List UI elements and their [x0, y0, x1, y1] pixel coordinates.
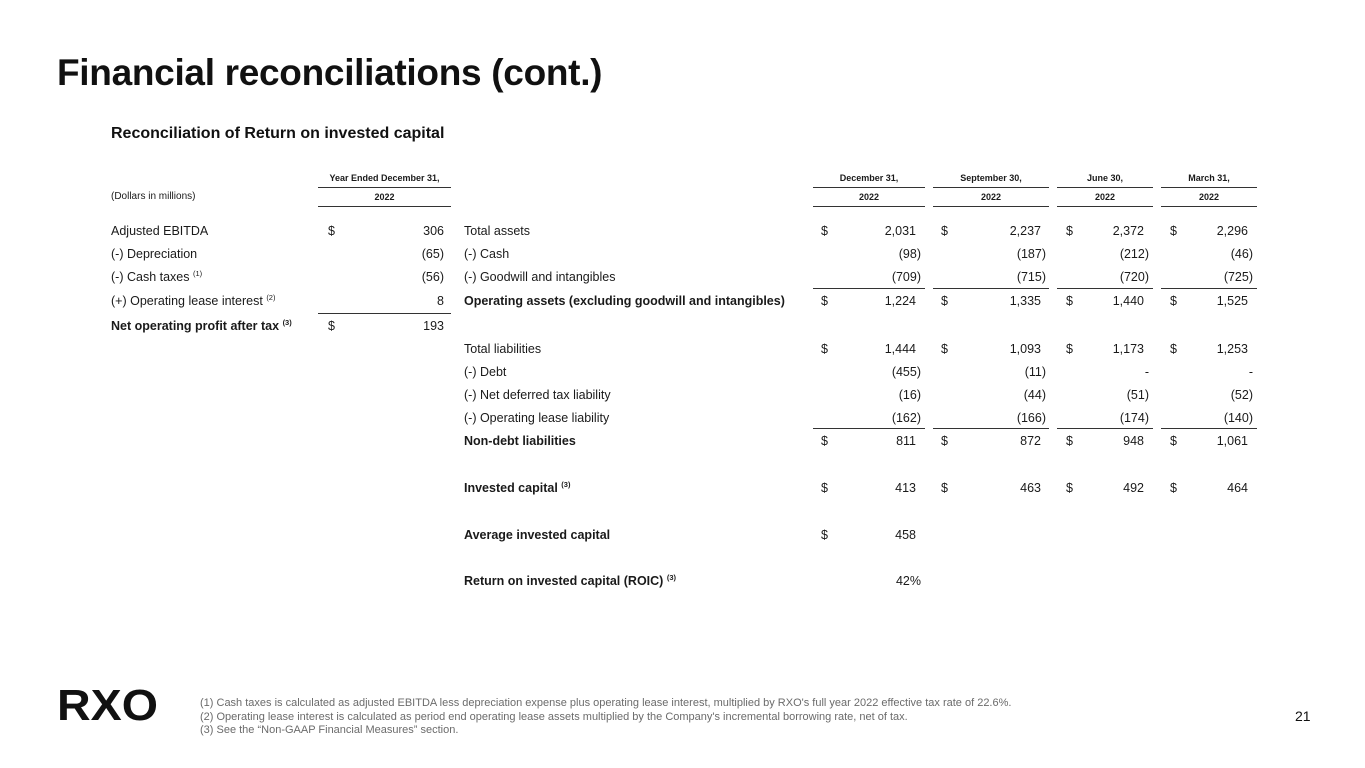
- dollar-sign: $: [821, 224, 828, 238]
- col-header-year: 2022: [980, 192, 1002, 202]
- col-header-year: 2022: [1094, 192, 1116, 202]
- footnote-ref: (3): [561, 480, 571, 489]
- subtotal-rule: [813, 288, 925, 289]
- row-label: [464, 365, 506, 379]
- col-header-year: 2022: [858, 192, 880, 202]
- dollar-sign: $: [328, 224, 335, 238]
- dollar-sign: $: [1066, 434, 1073, 448]
- row-value: (56): [421, 270, 444, 284]
- dollar-sign: $: [821, 294, 828, 308]
- left-header-divider: [318, 187, 451, 188]
- row-label: [111, 270, 202, 284]
- col-header-divider: [813, 187, 925, 188]
- dollar-sign: $: [1170, 481, 1177, 495]
- col-header-divider: [933, 206, 1049, 207]
- cell-value: 464: [1227, 481, 1248, 495]
- row-label-text: (-) Net deferred tax liability: [464, 388, 611, 402]
- logo-text: RXO: [57, 684, 158, 724]
- col-header-divider: [1161, 206, 1257, 207]
- footnotes: [200, 697, 1011, 738]
- dollar-sign: $: [941, 294, 948, 308]
- row-label: [464, 411, 609, 425]
- row-label: [464, 270, 615, 284]
- footnote: (3) See the “Non-GAAP Financial Measures” section.: [200, 724, 459, 736]
- col-header-period: September 30,: [960, 173, 1022, 183]
- row-label-text: Net operating profit after tax: [111, 319, 280, 333]
- row-label-text: Adjusted EBITDA: [111, 224, 209, 238]
- dollar-sign: $: [1170, 434, 1177, 448]
- cell-value: -: [1248, 365, 1253, 379]
- dollar-sign: $: [941, 342, 948, 356]
- dollar-sign: $: [941, 481, 948, 495]
- units-label: (Dollars in millions): [111, 191, 196, 202]
- row-value: 8: [437, 294, 444, 308]
- cell-value: 872: [1020, 434, 1041, 448]
- cell-value: (715): [1016, 270, 1046, 284]
- row-label: [464, 528, 610, 542]
- col-header-period: June 30,: [1086, 173, 1124, 183]
- col-header-divider: [1057, 206, 1153, 207]
- cell-value: 2,031: [884, 224, 916, 238]
- cell-value: (212): [1119, 247, 1149, 261]
- subtotal-rule: [318, 313, 451, 314]
- row-label-text: (-) Debt: [464, 365, 507, 379]
- row-value: (65): [421, 247, 444, 261]
- row-label: [464, 342, 541, 356]
- col-header-period: December 31,: [839, 173, 899, 183]
- cell-value: (98): [898, 247, 921, 261]
- dollar-sign: $: [821, 434, 828, 448]
- dollar-sign: $: [941, 434, 948, 448]
- cell-value: 413: [895, 481, 916, 495]
- cell-value: 2,237: [1009, 224, 1041, 238]
- cell-value: (166): [1016, 411, 1046, 425]
- footnote-ref: (3): [282, 318, 292, 327]
- cell-value: 42%: [895, 574, 921, 588]
- cell-value: 2,372: [1112, 224, 1144, 238]
- cell-value: 1,335: [1009, 294, 1041, 308]
- cell-value: (52): [1230, 388, 1253, 402]
- cell-value: 463: [1020, 481, 1041, 495]
- dollar-sign: $: [821, 342, 828, 356]
- row-value: 193: [423, 319, 444, 333]
- left-header-divider: [318, 206, 451, 207]
- rxo-logo: [57, 684, 159, 724]
- row-label-text: (-) Cash: [464, 247, 510, 261]
- cell-value: (46): [1230, 247, 1253, 261]
- col-header-divider: [933, 187, 1049, 188]
- cell-value: 1,061: [1216, 434, 1248, 448]
- dollar-sign: $: [1170, 294, 1177, 308]
- footnote-ref: (2): [266, 293, 276, 302]
- row-label-text: (-) Cash taxes: [111, 270, 190, 284]
- row-label: [464, 481, 570, 495]
- row-label-text: Return on invested capital (ROIC): [464, 574, 664, 588]
- cell-value: (174): [1119, 411, 1149, 425]
- subtotal-rule: [813, 428, 925, 429]
- dollar-sign: $: [1066, 342, 1073, 356]
- dollar-sign: $: [1066, 481, 1073, 495]
- cell-value: 492: [1123, 481, 1144, 495]
- cell-value: (720): [1119, 270, 1149, 284]
- cell-value: 1,525: [1216, 294, 1248, 308]
- col-header-period: March 31,: [1188, 173, 1230, 183]
- subtotal-rule: [933, 428, 1049, 429]
- cell-value: (11): [1024, 365, 1046, 379]
- footnote: (1) Cash taxes is calculated as adjusted EBITDA less depreciation expense plus operating lease interest, multiplied by RXO's full year 2022 effective tax rate of 22.6%.: [200, 697, 1012, 709]
- subtotal-rule: [1161, 428, 1257, 429]
- dollar-sign: $: [1170, 342, 1177, 356]
- footnote-ref: (3): [666, 573, 676, 582]
- footnote: (2) Operating lease interest is calculated as period end operating lease assets multiplied by the Company's incremental borrowing rate, net of tax.: [200, 710, 908, 723]
- cell-value: (51): [1126, 388, 1149, 402]
- cell-value: 1,093: [1009, 342, 1041, 356]
- row-label-text: Operating assets (excluding goodwill and intangibles): [464, 294, 785, 308]
- dollar-sign: $: [941, 224, 948, 238]
- row-label: [111, 224, 208, 238]
- footnote-ref: (1): [192, 269, 203, 278]
- row-label-text: Average invested capital: [464, 528, 611, 542]
- dollar-sign: $: [821, 481, 828, 495]
- row-label-text: Total assets: [464, 224, 531, 238]
- dollar-sign: $: [328, 319, 335, 333]
- cell-value: (725): [1223, 270, 1253, 284]
- row-label-text: (-) Goodwill and intangibles: [464, 270, 616, 284]
- cell-value: 1,440: [1112, 294, 1144, 308]
- col-header-divider: [1161, 187, 1257, 188]
- cell-value: 1,253: [1216, 342, 1248, 356]
- cell-value: (455): [891, 365, 921, 379]
- cell-value: (187): [1016, 247, 1046, 261]
- row-label-text: Invested capital: [464, 481, 558, 495]
- left-header-period: Year Ended December 31,: [329, 173, 440, 183]
- subtotal-rule: [1057, 288, 1153, 289]
- cell-value: 811: [896, 434, 916, 448]
- row-label: [464, 294, 785, 308]
- cell-value: 1,173: [1112, 342, 1144, 356]
- subtotal-rule: [1161, 288, 1257, 289]
- row-label-text: Total liabilities: [464, 342, 542, 356]
- cell-value: (140): [1223, 411, 1253, 425]
- dollar-sign: $: [1170, 224, 1177, 238]
- col-header-year: 2022: [1198, 192, 1220, 202]
- row-label-text: (-) Operating lease liability: [464, 411, 610, 425]
- cell-value: (16): [898, 388, 921, 402]
- row-value: 306: [423, 224, 444, 238]
- row-label: [464, 388, 611, 402]
- row-label: [464, 224, 530, 238]
- row-label-text: (+) Operating lease interest: [111, 294, 263, 308]
- col-header-divider: [813, 206, 925, 207]
- cell-value: 1,444: [884, 342, 916, 356]
- subtotal-rule: [1057, 428, 1153, 429]
- row-label: [111, 247, 197, 261]
- cell-value: 2,296: [1216, 224, 1248, 238]
- cell-value: 1,224: [884, 294, 916, 308]
- cell-value: (709): [891, 270, 921, 284]
- section-subtitle: Reconciliation of Return on invested capital: [111, 125, 445, 142]
- cell-value: -: [1144, 365, 1149, 379]
- row-label: [464, 434, 576, 448]
- dollar-sign: $: [821, 528, 828, 542]
- cell-value: 948: [1123, 434, 1144, 448]
- row-label-text: (-) Depreciation: [111, 247, 198, 261]
- page-title: Financial reconciliations (cont.): [57, 52, 603, 93]
- page-number: 21: [1295, 708, 1311, 724]
- row-label: [111, 319, 292, 333]
- cell-value: 458: [895, 528, 916, 542]
- cell-value: (162): [891, 411, 921, 425]
- row-label: [464, 574, 676, 588]
- row-label: [464, 247, 509, 261]
- row-label: [111, 294, 275, 308]
- col-header-divider: [1057, 187, 1153, 188]
- dollar-sign: $: [1066, 224, 1073, 238]
- subtotal-rule: [933, 288, 1049, 289]
- dollar-sign: $: [1066, 294, 1073, 308]
- left-header-year: 2022: [374, 192, 395, 202]
- cell-value: (44): [1023, 388, 1046, 402]
- row-label-text: Non-debt liabilities: [464, 434, 576, 448]
